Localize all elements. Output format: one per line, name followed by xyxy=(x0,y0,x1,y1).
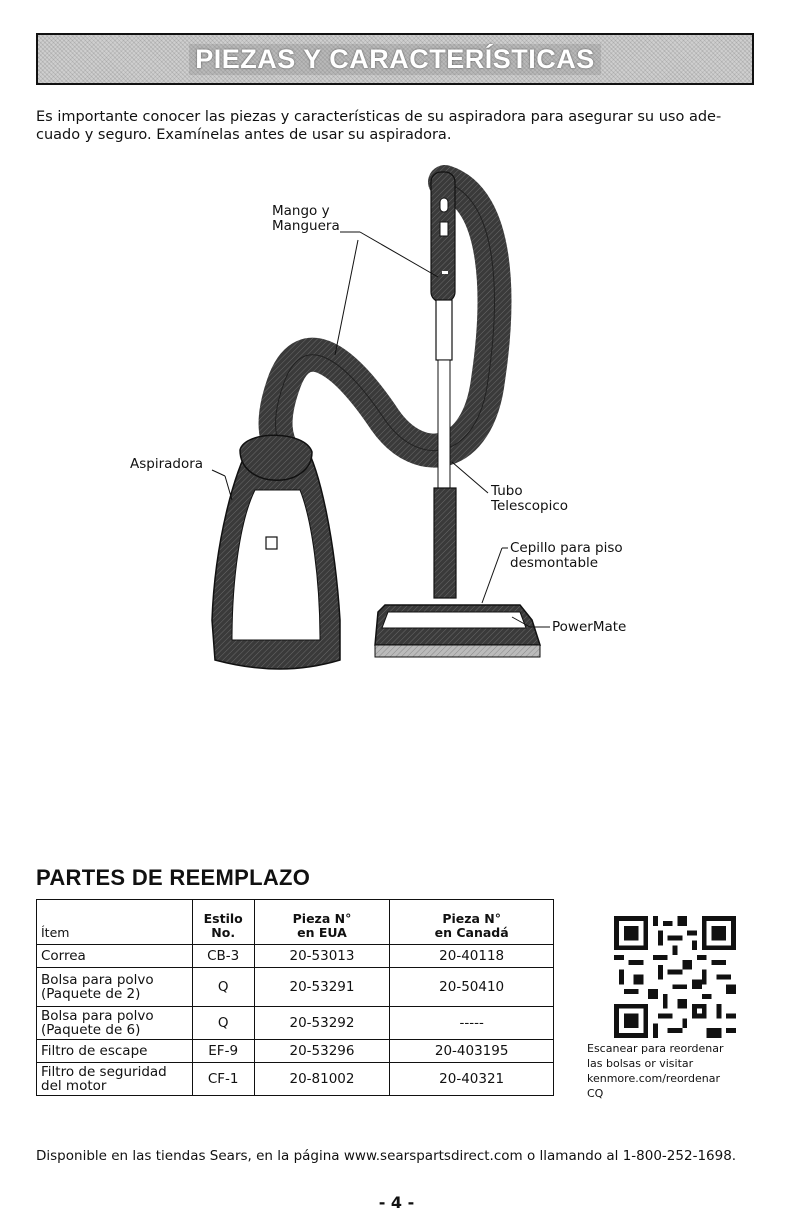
cell-eua: 20-53291 xyxy=(254,968,390,1007)
cell-item: Correa xyxy=(37,945,193,968)
qr-code-icon[interactable] xyxy=(614,916,736,1038)
callout-mango-line-2: Manguera xyxy=(272,218,340,234)
table-row xyxy=(37,968,554,1007)
canister-body xyxy=(212,435,340,669)
qr-line-4: CQ xyxy=(587,1087,604,1100)
qr-instructions xyxy=(587,1041,724,1101)
callout-powermate: PowerMate xyxy=(552,619,627,635)
qr-line-2: las bolsas or visitar xyxy=(587,1057,694,1070)
callout-tubo-telescopico xyxy=(491,484,568,514)
cell-canada: 20-40321 xyxy=(390,1063,554,1096)
table-row xyxy=(37,945,554,968)
table-row xyxy=(37,1040,554,1063)
cell-canada: 20-403195 xyxy=(390,1040,554,1063)
callout-tubo-line-1: Tubo xyxy=(491,483,523,499)
cell-estilo: Q xyxy=(192,968,254,1007)
qr-line-3: kenmore.com/reordenar xyxy=(587,1072,720,1085)
column-header-canada: Pieza N° en Canadá xyxy=(390,900,554,945)
cell-canada: 20-50410 xyxy=(390,968,554,1007)
callout-aspiradora: Aspiradora xyxy=(130,456,204,472)
section-header-banner xyxy=(36,33,754,85)
intro-paragraph xyxy=(36,108,756,144)
page-number: - 4 - xyxy=(378,1193,415,1212)
table-row xyxy=(37,1007,554,1040)
replacement-parts-title: PARTES DE REEMPLAZO xyxy=(36,865,311,890)
column-header-eua: Pieza N° en EUA xyxy=(254,900,390,945)
cell-eua: 20-53013 xyxy=(254,945,390,968)
callout-cepillo-line-1: Cepillo para piso xyxy=(510,540,623,556)
callout-cepillo-line-2: desmontable xyxy=(510,555,599,571)
cell-estilo: CB-3 xyxy=(192,945,254,968)
cell-item: Bolsa para polvo (Paquete de 2) xyxy=(37,968,193,1007)
intro-line-2: cuado y seguro. Examínelas antes de usar su aspiradora. xyxy=(36,127,452,143)
table-row xyxy=(37,1063,554,1096)
cell-item: Filtro de seguridad del motor xyxy=(37,1063,193,1096)
callout-cepillo xyxy=(510,541,623,571)
page-title: PIEZAS Y CARACTERÍSTICAS xyxy=(189,44,601,75)
cell-estilo: CF-1 xyxy=(192,1063,254,1096)
callout-mango-line-1: Mango y xyxy=(272,203,330,219)
cell-item: Bolsa para polvo (Paquete de 6) xyxy=(37,1007,193,1040)
availability-note: Disponible en las tiendas Sears, en la página www.searspartsdirect.com o llamando al 1-800-252-1698. xyxy=(36,1148,737,1164)
qr-line-1: Escanear para reordenar xyxy=(587,1042,724,1055)
cell-estilo: Q xyxy=(192,1007,254,1040)
cell-estilo: EF-9 xyxy=(192,1040,254,1063)
replacement-parts-table xyxy=(36,899,554,1096)
column-header-item: Ítem xyxy=(37,900,193,945)
cell-eua: 20-53296 xyxy=(254,1040,390,1063)
column-header-estilo: Estilo No. xyxy=(192,900,254,945)
intro-line-1: Es importante conocer las piezas y características de su aspiradora para asegurar su uso ade- xyxy=(36,109,722,125)
cell-canada: ----- xyxy=(390,1007,554,1040)
cell-canada: 20-40118 xyxy=(390,945,554,968)
telescopic-tube xyxy=(431,172,456,598)
cell-item: Filtro de escape xyxy=(37,1040,193,1063)
callout-mango-manguera xyxy=(272,204,340,234)
leader-lines xyxy=(212,232,550,627)
cell-eua: 20-81002 xyxy=(254,1063,390,1096)
table-header-row xyxy=(37,900,554,945)
cell-eua: 20-53292 xyxy=(254,1007,390,1040)
callout-tubo-line-2: Telescopico xyxy=(491,498,569,514)
powermate-nozzle xyxy=(375,605,540,657)
